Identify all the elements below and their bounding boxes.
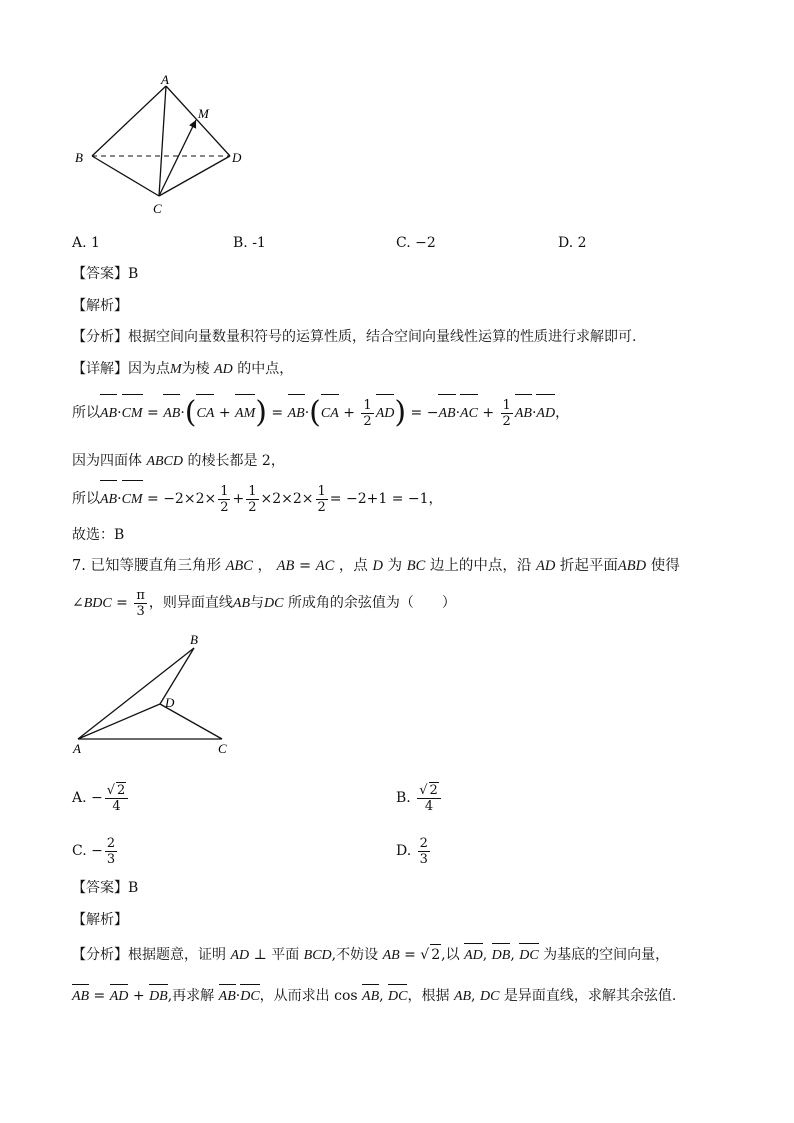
q7-option-a: A. − $\frac{√ 2}{4}$ bbox=[72, 780, 130, 816]
edge-ad-2 bbox=[78, 704, 160, 739]
q6-option-d: D. 2 bbox=[558, 235, 587, 251]
q6-jiexi: 【解析】 bbox=[72, 298, 128, 314]
q6-option-a: A. 1 bbox=[72, 235, 100, 251]
q7-option-b: B. $\frac{√ 2}{4}$ bbox=[396, 780, 443, 816]
q7-answer: 【答案】B bbox=[72, 880, 139, 896]
q6-formula-1: 所以AB·CM = AB·(CA + AM) = AB·(CA + $\frac{1}{2}$ AD) = −AB·AC + $\frac{1}{2}$ AB·AD， bbox=[72, 395, 570, 430]
label-b-2: B bbox=[190, 632, 198, 647]
q6-formula-2: 所以AB·CM = −2×2× $\frac{1}{2}$ + $\frac{1}{2}$ ×2×2× $\frac{1}{2}$ = −2+1 = −1， bbox=[72, 482, 443, 517]
q6-option-c: C. −2 bbox=[396, 235, 436, 251]
edge-bc bbox=[92, 156, 159, 196]
q7-stem-line1: 7. 已知等腰直角三角形 ABC ， AB = AC ，点 D 为 BC 边上的中点，沿 AD 折起平面ABD 使得 bbox=[72, 558, 680, 574]
q6-xiangjie: 【详解】因为点M为棱 AD 的中点， bbox=[72, 361, 294, 377]
vector-ab-arrow bbox=[94, 86, 166, 154]
q7-option-d: D. $\frac{2}{3}$ bbox=[396, 835, 428, 867]
q6-fenxi: 【分析】根据空间向量数量积符号的运算性质，结合空间向量线性运算的性质进行求解即可. bbox=[72, 329, 637, 345]
label-a-2: A bbox=[73, 741, 81, 756]
label-b: B bbox=[75, 150, 83, 165]
label-a: A bbox=[161, 72, 169, 87]
q6-guxuan: 故选：B bbox=[72, 527, 125, 543]
q7-last-line: AB = AD + DB,再求解 AB·DC，从而求出 cos AB, DC，根据 AB, DC 是异面直线，求解其余弦值. bbox=[72, 986, 676, 1007]
tetrahedron-figure bbox=[70, 70, 260, 220]
edge-ab-2 bbox=[78, 648, 194, 739]
q7-option-c: C. − $\frac{2}{3}$ bbox=[72, 835, 116, 867]
vector-cm bbox=[159, 120, 196, 196]
q7-jiexi: 【解析】 bbox=[72, 912, 128, 928]
q6-option-b: B. -1 bbox=[233, 235, 266, 251]
q7-stem-line2: ∠BDC = $\frac{\pi}{3}$ ，则异面直线AB与DC 所成角的余弦值为（ ） bbox=[72, 587, 456, 619]
q7-fenxi: 【分析】根据题意，证明 AD ⊥ 平面 BCD,不妨设 AB = √ 2,以 AD, DB, DC 为基底的空间向量， bbox=[72, 944, 669, 966]
label-m: M bbox=[198, 106, 209, 121]
label-c: C bbox=[153, 201, 162, 216]
label-d-2: D bbox=[165, 695, 175, 710]
label-c-2: C bbox=[218, 741, 227, 756]
q6-yinwei: 因为四面体 ABCD 的棱长都是 2， bbox=[72, 453, 285, 469]
q6-answer: 【答案】B bbox=[72, 266, 139, 282]
edge-ac bbox=[159, 86, 166, 196]
edge-ad bbox=[166, 86, 230, 156]
edge-cd bbox=[159, 156, 230, 196]
label-d: D bbox=[232, 150, 242, 165]
triangle-figure bbox=[68, 628, 243, 758]
